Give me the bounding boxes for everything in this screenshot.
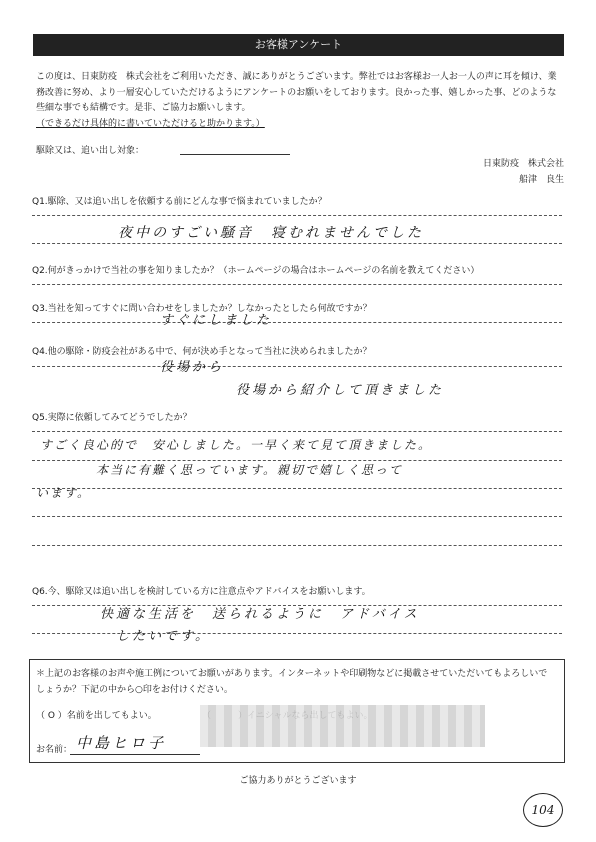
answer-line xyxy=(32,488,562,489)
answer-line xyxy=(32,431,562,432)
name-value: 中島ヒロ子 xyxy=(76,734,167,752)
redacted-area xyxy=(200,705,485,747)
name-line xyxy=(70,754,200,755)
target-label: 駆除又は、追い出し対象： xyxy=(36,146,145,156)
question-5: Q5.実際に依頼してみてどうでしたか？ xyxy=(32,413,192,423)
target-line xyxy=(180,154,290,155)
answer-6-line1: 快適な生活を 送られるように アドバイス xyxy=(100,607,420,622)
answer-4-line2: 役場から紹介して頂きました xyxy=(236,383,445,398)
answer-5-line2: 本当に有難く思っています。親切で嬉しく思って xyxy=(96,463,404,477)
answer-5-line1: すごく良心的で 安心しました。一早く来て見て頂きました。 xyxy=(40,438,433,452)
answer-3: すぐにしました xyxy=(160,313,273,328)
option-name: （ O ）名前を出してもよい。 xyxy=(36,711,157,721)
answer-line xyxy=(32,243,562,244)
answer-line xyxy=(32,284,562,285)
intro-note: （できるだけ具体的に書いていただけると助かります。） xyxy=(36,118,265,129)
answer-line xyxy=(32,545,562,546)
company-name: 日東防疫 株式会社 xyxy=(482,159,564,169)
answer-line xyxy=(32,366,562,367)
answer-6-line2: したいです。 xyxy=(116,629,211,644)
question-6: Q6.今、駆除又は追い出しを検討している方に注意点やアドバイスをお願いします。 xyxy=(32,587,371,597)
question-4: Q4.他の駆除・防疫会社がある中で、何が決め手となって当社に決められましたか？ xyxy=(32,347,372,357)
page-number: 104 xyxy=(523,793,563,827)
intro-text: この度は、日東防疫 株式会社をご利用いただき、誠にありがとうございます。弊社ではお客様お一人お一人の声に耳を傾け、業務改善に努め、より一層安心していただけるようにアンケートのお願いをしております。良かった事、嬉しかった事、どのような些細な事でも結構です。是非、ご協力お願いします。 xyxy=(36,72,557,114)
company-block xyxy=(483,156,564,188)
answer-line xyxy=(32,215,562,216)
answer-4-line1: 役場から xyxy=(160,360,225,375)
question-2: Q2.何がきっかけで当社の事を知りましたか？（ホームページの場合はホームページの名前を教えてください） xyxy=(32,266,480,276)
answer-line xyxy=(32,633,562,634)
company-person: 船津 良生 xyxy=(518,175,564,185)
question-3: Q3.当社を知ってすぐに問い合わせをしましたか？しなかったとしたら何故ですか？ xyxy=(32,304,372,314)
answer-1: 夜中のすごい騒音 寝むれませんでした xyxy=(118,225,424,241)
question-1: Q1.駆除、又は追い出しを依頼する前にどんな事で悩まれていましたか？ xyxy=(32,197,327,207)
intro-block xyxy=(36,70,564,132)
answer-5-line3: います。 xyxy=(36,486,92,500)
answer-line xyxy=(32,322,562,323)
thanks-text: ご協力ありがとうございます xyxy=(239,776,357,786)
consent-text: ＊上記のお客様のお声や施工例についてお願いがあります。インターネットや印刷物などに掲載させていただいてもよろしいでしょうか？下記の中から○印をお付けください。 xyxy=(36,669,548,695)
survey-title: お客様アンケート xyxy=(33,34,564,56)
answer-line xyxy=(32,516,562,517)
name-label: お名前： xyxy=(36,745,73,755)
